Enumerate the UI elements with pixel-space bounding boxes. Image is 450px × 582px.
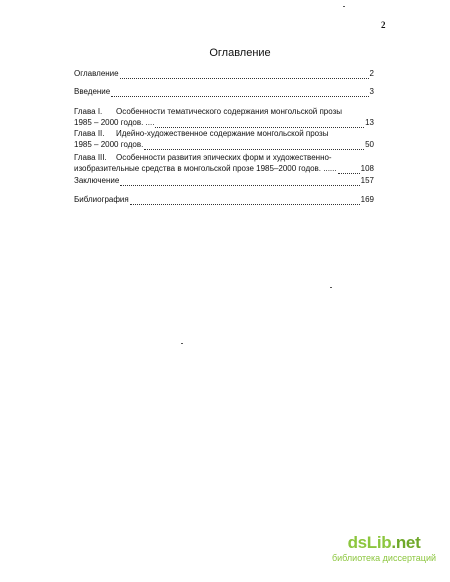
toc-entry-chapter-2[interactable] [74, 128, 374, 150]
dot-leader [120, 182, 359, 186]
dot-leader [130, 201, 360, 205]
toc-entry-label: Библиография [74, 195, 129, 204]
watermark-subtitle: библиотека диссертаций [331, 553, 436, 563]
toc-entry-page: 157 [360, 176, 374, 185]
dot-leader [144, 146, 364, 150]
scan-speck [330, 287, 332, 288]
dot-leader [120, 75, 369, 79]
chapter-title: Идейно-художественное содержание монгольской прозы [116, 129, 329, 138]
toc-entry-chapter-1[interactable] [74, 106, 374, 128]
watermark [323, 533, 445, 563]
chapter-label: Глава II. [74, 129, 105, 138]
toc-entry-introduction[interactable] [74, 86, 374, 97]
toc-entry-page: 3 [369, 87, 374, 96]
chapter-title: Особенности развития эпических форм и художественно- [116, 153, 332, 162]
dot-leader [111, 93, 368, 97]
toc-entry-label: Оглавление [74, 69, 119, 78]
chapter-label: Глава I. [74, 107, 103, 116]
toc-entry-page: 108 [360, 164, 374, 173]
chapter-title-cont: 1985 – 2000 годов. .... [74, 118, 155, 127]
watermark-logo-suffix: .net [391, 533, 421, 552]
page-number: 2 [381, 20, 386, 30]
toc-entry-contents[interactable] [74, 68, 374, 79]
chapter-title: Особенности тематического содержания монгольской прозы [116, 107, 343, 116]
toc-entry-page: 50 [365, 140, 374, 149]
toc-title: Оглавление [209, 47, 271, 59]
scan-speck [181, 343, 183, 344]
chapter-title-cont: изобразительные средства в монгольской прозе 1985–2000 годов. ...... [74, 164, 337, 173]
scan-speck [343, 6, 345, 7]
watermark-logo-main: dsLib [347, 533, 392, 552]
chapter-label: Глава III. [74, 153, 107, 162]
toc-entry-label: Введение [74, 87, 111, 96]
toc-entry-page: 2 [369, 69, 374, 78]
watermark-logo [323, 533, 445, 553]
toc-entry-page: 169 [360, 195, 374, 204]
toc-entry-bibliography[interactable] [74, 194, 374, 205]
toc-entry-page: 13 [365, 118, 374, 127]
chapter-title-cont: 1985 – 2000 годов. [74, 140, 144, 149]
dot-leader [338, 170, 360, 174]
toc-entry-label: Заключение [74, 176, 120, 185]
toc-entry-conclusion[interactable] [74, 175, 374, 186]
toc-entry-chapter-3[interactable] [74, 152, 374, 174]
